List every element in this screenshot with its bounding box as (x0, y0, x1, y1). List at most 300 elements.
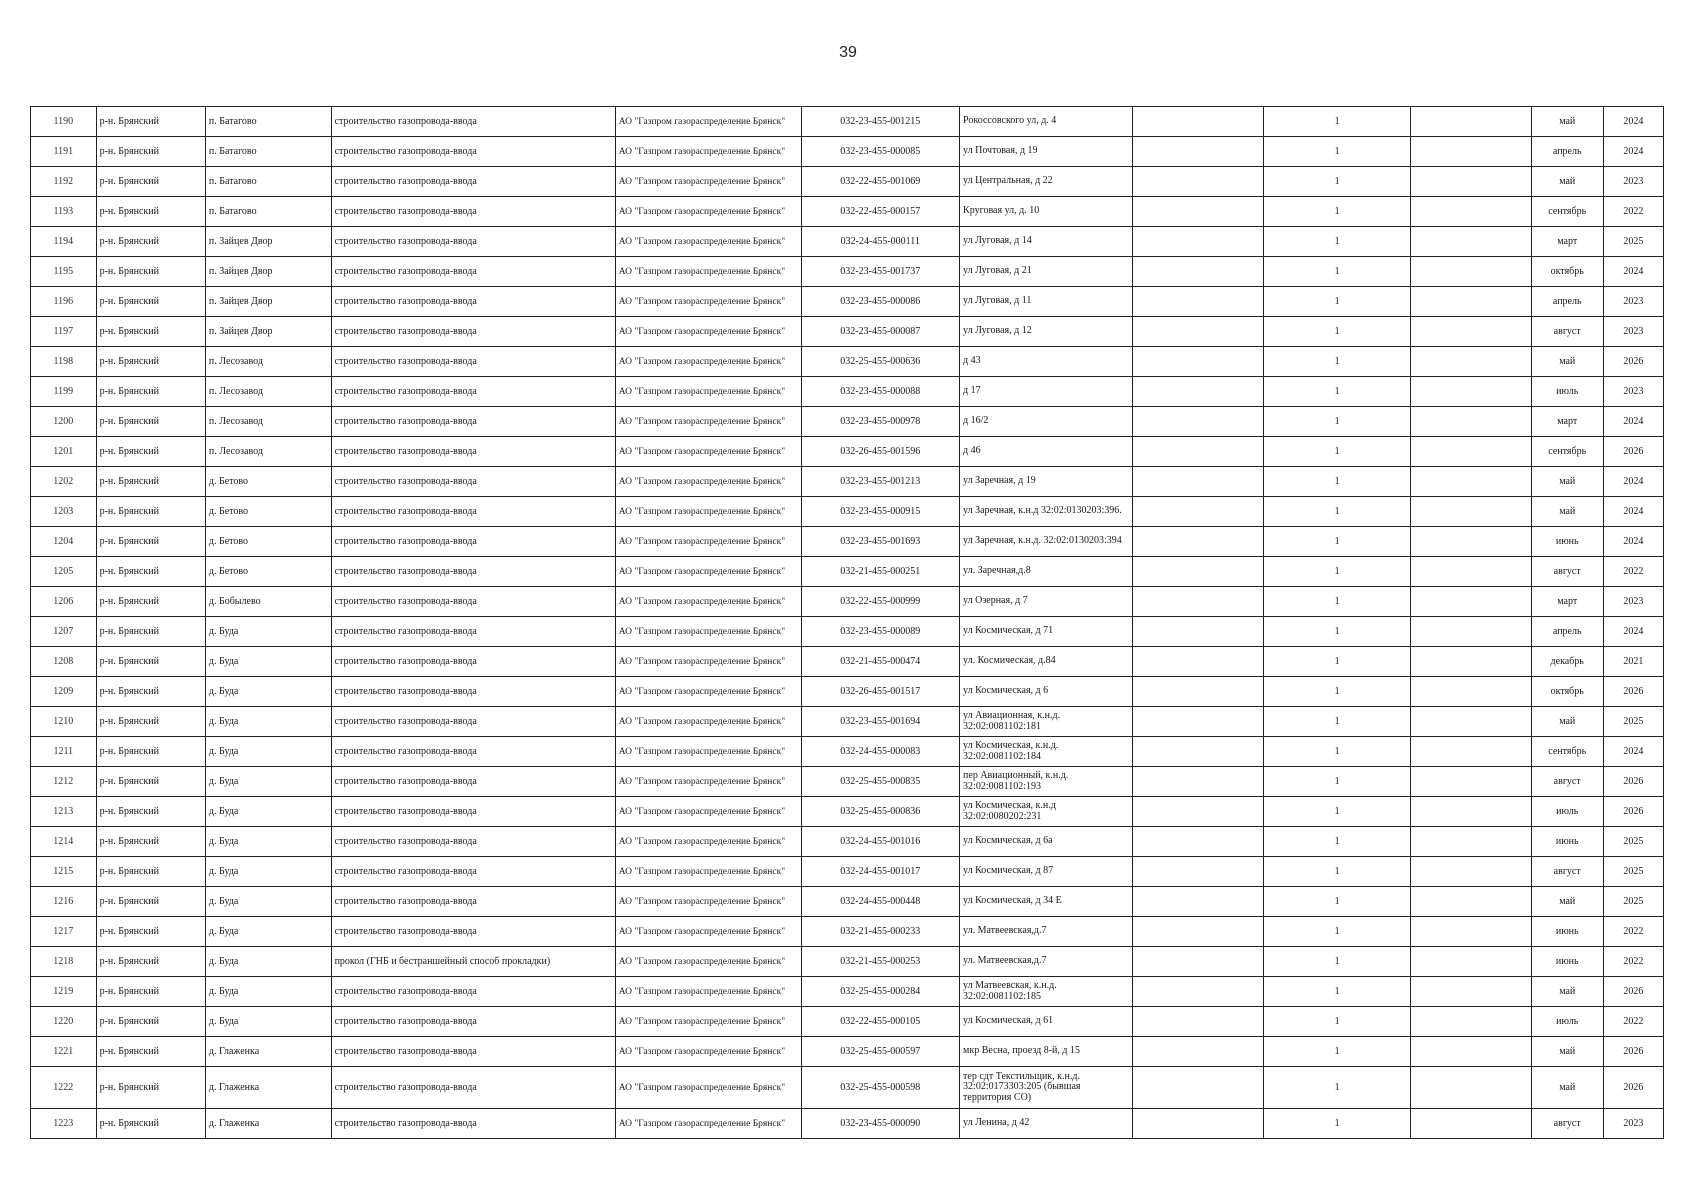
cell-quantity: 1 (1263, 497, 1411, 527)
cell-month: май (1531, 107, 1603, 137)
cell-quantity: 1 (1263, 137, 1411, 167)
cell-organization: АО "Газпром газораспределение Брянск" (615, 467, 801, 497)
cell-empty-col-a (1132, 1067, 1263, 1109)
cell-address: ул Космическая, д 6 (960, 677, 1133, 707)
cell-empty-col-b (1411, 257, 1531, 287)
cell-application-number: 032-21-455-000251 (801, 557, 959, 587)
cell-row-number: 1191 (31, 137, 97, 167)
cell-application-number: 032-25-455-000835 (801, 767, 959, 797)
cell-work-type: строительство газопровода-ввода (331, 257, 615, 287)
cell-empty-col-a (1132, 137, 1263, 167)
cell-empty-col-a (1132, 857, 1263, 887)
cell-row-number: 1200 (31, 407, 97, 437)
cell-quantity: 1 (1263, 1037, 1411, 1067)
cell-work-type: строительство газопровода-ввода (331, 857, 615, 887)
cell-organization: АО "Газпром газораспределение Брянск" (615, 197, 801, 227)
cell-empty-col-a (1132, 827, 1263, 857)
cell-application-number: 032-23-455-001694 (801, 707, 959, 737)
cell-row-number: 1195 (31, 257, 97, 287)
cell-address: ул Луговая, д 21 (960, 257, 1133, 287)
cell-month: апрель (1531, 617, 1603, 647)
cell-year: 2026 (1603, 437, 1663, 467)
cell-empty-col-b (1411, 737, 1531, 767)
cell-organization: АО "Газпром газораспределение Брянск" (615, 707, 801, 737)
cell-organization: АО "Газпром газораспределение Брянск" (615, 1007, 801, 1037)
cell-address: ул. Матвеевская,д.7 (960, 917, 1133, 947)
cell-work-type: строительство газопровода-ввода (331, 917, 615, 947)
cell-address: ул Луговая, д 11 (960, 287, 1133, 317)
table-row (31, 677, 1664, 707)
cell-application-number: 032-23-455-001215 (801, 107, 959, 137)
table-row (31, 977, 1664, 1007)
cell-row-number: 1194 (31, 227, 97, 257)
cell-district: р-н. Брянский (96, 557, 205, 587)
cell-address: д 46 (960, 437, 1133, 467)
cell-work-type: строительство газопровода-ввода (331, 317, 615, 347)
cell-address: Круговая ул, д. 10 (960, 197, 1133, 227)
cell-empty-col-a (1132, 977, 1263, 1007)
cell-empty-col-a (1132, 767, 1263, 797)
cell-year: 2024 (1603, 497, 1663, 527)
cell-work-type: строительство газопровода-ввода (331, 107, 615, 137)
cell-address: ул Заречная, к.н.д 32:02:0130203:396. (960, 497, 1133, 527)
cell-district: р-н. Брянский (96, 467, 205, 497)
cell-year: 2025 (1603, 887, 1663, 917)
cell-row-number: 1199 (31, 377, 97, 407)
cell-empty-col-a (1132, 377, 1263, 407)
cell-work-type: строительство газопровода-ввода (331, 1007, 615, 1037)
cell-row-number: 1205 (31, 557, 97, 587)
cell-year: 2023 (1603, 587, 1663, 617)
cell-empty-col-b (1411, 1109, 1531, 1139)
cell-year: 2023 (1603, 317, 1663, 347)
cell-address: ул Матвеевская, к.н.д. 32:02:0081102:185 (960, 977, 1133, 1007)
cell-organization: АО "Газпром газораспределение Брянск" (615, 377, 801, 407)
table-row (31, 1067, 1664, 1109)
cell-settlement: д. Бетово (205, 527, 331, 557)
cell-row-number: 1202 (31, 467, 97, 497)
cell-application-number: 032-23-455-000088 (801, 377, 959, 407)
cell-empty-col-b (1411, 707, 1531, 737)
cell-empty-col-a (1132, 917, 1263, 947)
cell-district: р-н. Брянский (96, 617, 205, 647)
cell-district: р-н. Брянский (96, 257, 205, 287)
cell-empty-col-a (1132, 587, 1263, 617)
cell-empty-col-a (1132, 1037, 1263, 1067)
cell-application-number: 032-22-455-000105 (801, 1007, 959, 1037)
cell-month: июль (1531, 797, 1603, 827)
cell-district: р-н. Брянский (96, 197, 205, 227)
cell-empty-col-a (1132, 227, 1263, 257)
cell-empty-col-a (1132, 1007, 1263, 1037)
cell-settlement: д. Буда (205, 1007, 331, 1037)
cell-application-number: 032-23-455-001737 (801, 257, 959, 287)
cell-organization: АО "Газпром газораспределение Брянск" (615, 347, 801, 377)
cell-work-type: строительство газопровода-ввода (331, 467, 615, 497)
cell-quantity: 1 (1263, 407, 1411, 437)
cell-month: май (1531, 347, 1603, 377)
table-row (31, 557, 1664, 587)
cell-address: ул Заречная, д 19 (960, 467, 1133, 497)
cell-empty-col-b (1411, 107, 1531, 137)
cell-settlement: д. Бетово (205, 497, 331, 527)
cell-quantity: 1 (1263, 947, 1411, 977)
cell-settlement: д. Глаженка (205, 1067, 331, 1109)
cell-quantity: 1 (1263, 1007, 1411, 1037)
cell-year: 2026 (1603, 797, 1663, 827)
cell-quantity: 1 (1263, 887, 1411, 917)
cell-settlement: п. Батагово (205, 197, 331, 227)
cell-empty-col-b (1411, 647, 1531, 677)
table-row (31, 737, 1664, 767)
cell-address: тер сдт Текстильщик, к.н.д. 32:02:0173303:205 (бывшая территория СО) (960, 1067, 1133, 1109)
cell-address: ул Авиационная, к.н.д. 32:02:0081102:181 (960, 707, 1133, 737)
cell-quantity: 1 (1263, 587, 1411, 617)
cell-address: ул Космическая, д 61 (960, 1007, 1133, 1037)
table-row (31, 857, 1664, 887)
cell-organization: АО "Газпром газораспределение Брянск" (615, 257, 801, 287)
cell-row-number: 1212 (31, 767, 97, 797)
cell-district: р-н. Брянский (96, 377, 205, 407)
cell-settlement: п. Зайцев Двор (205, 257, 331, 287)
cell-quantity: 1 (1263, 737, 1411, 767)
cell-month: апрель (1531, 137, 1603, 167)
cell-organization: АО "Газпром газораспределение Брянск" (615, 947, 801, 977)
cell-work-type: строительство газопровода-ввода (331, 407, 615, 437)
cell-year: 2026 (1603, 677, 1663, 707)
cell-settlement: п. Лесозавод (205, 407, 331, 437)
cell-year: 2024 (1603, 107, 1663, 137)
cell-month: май (1531, 467, 1603, 497)
cell-settlement: д. Бобылево (205, 587, 331, 617)
cell-quantity: 1 (1263, 1109, 1411, 1139)
cell-application-number: 032-22-455-000999 (801, 587, 959, 617)
cell-empty-col-b (1411, 407, 1531, 437)
cell-application-number: 032-25-455-000598 (801, 1067, 959, 1109)
table-row (31, 587, 1664, 617)
cell-organization: АО "Газпром газораспределение Брянск" (615, 227, 801, 257)
cell-year: 2024 (1603, 407, 1663, 437)
cell-empty-col-a (1132, 737, 1263, 767)
table-row (31, 527, 1664, 557)
cell-month: март (1531, 407, 1603, 437)
cell-empty-col-a (1132, 197, 1263, 227)
cell-empty-col-b (1411, 1007, 1531, 1037)
cell-district: р-н. Брянский (96, 407, 205, 437)
cell-month: август (1531, 317, 1603, 347)
cell-year: 2023 (1603, 167, 1663, 197)
cell-year: 2022 (1603, 557, 1663, 587)
cell-quantity: 1 (1263, 1067, 1411, 1109)
cell-month: июнь (1531, 827, 1603, 857)
table-row (31, 197, 1664, 227)
cell-district: р-н. Брянский (96, 977, 205, 1007)
cell-empty-col-a (1132, 797, 1263, 827)
cell-row-number: 1197 (31, 317, 97, 347)
cell-row-number: 1209 (31, 677, 97, 707)
table-row (31, 887, 1664, 917)
cell-month: май (1531, 1037, 1603, 1067)
table-row (31, 707, 1664, 737)
cell-row-number: 1221 (31, 1037, 97, 1067)
cell-application-number: 032-23-455-001213 (801, 467, 959, 497)
table-row (31, 167, 1664, 197)
cell-settlement: п. Зайцев Двор (205, 227, 331, 257)
cell-settlement: д. Буда (205, 797, 331, 827)
cell-settlement: п. Батагово (205, 107, 331, 137)
table-row (31, 287, 1664, 317)
cell-work-type: строительство газопровода-ввода (331, 1109, 615, 1139)
cell-application-number: 032-24-455-000083 (801, 737, 959, 767)
cell-address: ул Космическая, д 87 (960, 857, 1133, 887)
cell-empty-col-b (1411, 797, 1531, 827)
cell-work-type: строительство газопровода-ввода (331, 557, 615, 587)
cell-district: р-н. Брянский (96, 527, 205, 557)
cell-empty-col-b (1411, 617, 1531, 647)
cell-application-number: 032-21-455-000474 (801, 647, 959, 677)
cell-row-number: 1216 (31, 887, 97, 917)
cell-application-number: 032-23-455-000090 (801, 1109, 959, 1139)
table-row (31, 827, 1664, 857)
cell-quantity: 1 (1263, 317, 1411, 347)
cell-application-number: 032-22-455-000157 (801, 197, 959, 227)
cell-settlement: д. Буда (205, 677, 331, 707)
table-row (31, 467, 1664, 497)
cell-quantity: 1 (1263, 797, 1411, 827)
cell-settlement: п. Батагово (205, 137, 331, 167)
cell-work-type: строительство газопровода-ввода (331, 827, 615, 857)
cell-year: 2023 (1603, 1109, 1663, 1139)
cell-empty-col-b (1411, 377, 1531, 407)
cell-row-number: 1198 (31, 347, 97, 377)
cell-month: июнь (1531, 527, 1603, 557)
table-row (31, 617, 1664, 647)
cell-empty-col-a (1132, 1109, 1263, 1139)
cell-year: 2022 (1603, 917, 1663, 947)
cell-month: декабрь (1531, 647, 1603, 677)
cell-settlement: п. Лесозавод (205, 437, 331, 467)
cell-quantity: 1 (1263, 767, 1411, 797)
cell-row-number: 1210 (31, 707, 97, 737)
cell-district: р-н. Брянский (96, 497, 205, 527)
cell-month: июнь (1531, 947, 1603, 977)
cell-year: 2026 (1603, 767, 1663, 797)
cell-empty-col-a (1132, 347, 1263, 377)
cell-organization: АО "Газпром газораспределение Брянск" (615, 647, 801, 677)
table-body (31, 107, 1664, 1139)
cell-address: ул Центральная, д 22 (960, 167, 1133, 197)
table-row (31, 917, 1664, 947)
cell-district: р-н. Брянский (96, 227, 205, 257)
cell-work-type: строительство газопровода-ввода (331, 887, 615, 917)
cell-quantity: 1 (1263, 377, 1411, 407)
cell-quantity: 1 (1263, 227, 1411, 257)
cell-row-number: 1214 (31, 827, 97, 857)
cell-empty-col-b (1411, 977, 1531, 1007)
cell-year: 2026 (1603, 977, 1663, 1007)
cell-empty-col-a (1132, 107, 1263, 137)
cell-month: июль (1531, 377, 1603, 407)
cell-address: ул Заречная, к.н.д. 32:02:0130203:394 (960, 527, 1133, 557)
cell-application-number: 032-23-455-000089 (801, 617, 959, 647)
cell-empty-col-b (1411, 947, 1531, 977)
cell-district: р-н. Брянский (96, 677, 205, 707)
cell-address: ул. Заречная,д.8 (960, 557, 1133, 587)
cell-month: октябрь (1531, 257, 1603, 287)
cell-quantity: 1 (1263, 287, 1411, 317)
cell-district: р-н. Брянский (96, 707, 205, 737)
cell-organization: АО "Газпром газораспределение Брянск" (615, 317, 801, 347)
cell-row-number: 1196 (31, 287, 97, 317)
cell-work-type: строительство газопровода-ввода (331, 677, 615, 707)
cell-work-type: строительство газопровода-ввода (331, 977, 615, 1007)
cell-month: август (1531, 767, 1603, 797)
table-row (31, 767, 1664, 797)
cell-year: 2024 (1603, 257, 1663, 287)
cell-organization: АО "Газпром газораспределение Брянск" (615, 407, 801, 437)
cell-empty-col-a (1132, 947, 1263, 977)
cell-year: 2025 (1603, 827, 1663, 857)
cell-district: р-н. Брянский (96, 827, 205, 857)
cell-organization: АО "Газпром газораспределение Брянск" (615, 437, 801, 467)
cell-month: август (1531, 1109, 1603, 1139)
cell-settlement: д. Буда (205, 707, 331, 737)
cell-quantity: 1 (1263, 467, 1411, 497)
cell-year: 2022 (1603, 947, 1663, 977)
cell-district: р-н. Брянский (96, 1037, 205, 1067)
cell-district: р-н. Брянский (96, 917, 205, 947)
cell-work-type: строительство газопровода-ввода (331, 617, 615, 647)
cell-empty-col-b (1411, 347, 1531, 377)
cell-empty-col-a (1132, 407, 1263, 437)
cell-empty-col-a (1132, 617, 1263, 647)
cell-quantity: 1 (1263, 197, 1411, 227)
cell-application-number: 032-25-455-000284 (801, 977, 959, 1007)
cell-settlement: д. Буда (205, 857, 331, 887)
cell-month: март (1531, 587, 1603, 617)
cell-empty-col-b (1411, 197, 1531, 227)
cell-empty-col-b (1411, 557, 1531, 587)
cell-work-type: строительство газопровода-ввода (331, 287, 615, 317)
cell-application-number: 032-23-455-001693 (801, 527, 959, 557)
cell-district: р-н. Брянский (96, 647, 205, 677)
cell-year: 2022 (1603, 197, 1663, 227)
cell-row-number: 1213 (31, 797, 97, 827)
cell-settlement: д. Буда (205, 887, 331, 917)
cell-quantity: 1 (1263, 527, 1411, 557)
cell-work-type: строительство газопровода-ввода (331, 227, 615, 257)
cell-organization: АО "Газпром газораспределение Брянск" (615, 797, 801, 827)
cell-organization: АО "Газпром газораспределение Брянск" (615, 167, 801, 197)
cell-empty-col-b (1411, 467, 1531, 497)
table-row (31, 407, 1664, 437)
cell-row-number: 1217 (31, 917, 97, 947)
cell-application-number: 032-21-455-000253 (801, 947, 959, 977)
cell-settlement: д. Буда (205, 617, 331, 647)
cell-empty-col-a (1132, 527, 1263, 557)
cell-organization: АО "Газпром газораспределение Брянск" (615, 827, 801, 857)
cell-month: май (1531, 977, 1603, 1007)
cell-empty-col-a (1132, 287, 1263, 317)
cell-settlement: п. Батагово (205, 167, 331, 197)
cell-row-number: 1215 (31, 857, 97, 887)
cell-work-type: прокол (ГНБ и бестраншейный способ прокладки) (331, 947, 615, 977)
cell-empty-col-b (1411, 497, 1531, 527)
cell-month: июнь (1531, 917, 1603, 947)
cell-settlement: д. Глаженка (205, 1037, 331, 1067)
cell-year: 2025 (1603, 707, 1663, 737)
cell-district: р-н. Брянский (96, 737, 205, 767)
cell-application-number: 032-21-455-000233 (801, 917, 959, 947)
table-row (31, 347, 1664, 377)
cell-month: сентябрь (1531, 437, 1603, 467)
cell-work-type: строительство газопровода-ввода (331, 1067, 615, 1109)
cell-application-number: 032-23-455-000978 (801, 407, 959, 437)
cell-empty-col-a (1132, 257, 1263, 287)
cell-settlement: д. Буда (205, 647, 331, 677)
cell-row-number: 1220 (31, 1007, 97, 1037)
cell-settlement: п. Зайцев Двор (205, 317, 331, 347)
cell-quantity: 1 (1263, 707, 1411, 737)
cell-month: май (1531, 167, 1603, 197)
table-row (31, 137, 1664, 167)
cell-row-number: 1222 (31, 1067, 97, 1109)
cell-work-type: строительство газопровода-ввода (331, 527, 615, 557)
cell-month: май (1531, 1067, 1603, 1109)
cell-year: 2024 (1603, 617, 1663, 647)
cell-district: р-н. Брянский (96, 347, 205, 377)
cell-empty-col-b (1411, 437, 1531, 467)
cell-district: р-н. Брянский (96, 167, 205, 197)
cell-district: р-н. Брянский (96, 137, 205, 167)
cell-address: Рокоссовского ул, д. 4 (960, 107, 1133, 137)
cell-application-number: 032-23-455-000915 (801, 497, 959, 527)
cell-empty-col-b (1411, 227, 1531, 257)
cell-organization: АО "Газпром газораспределение Брянск" (615, 527, 801, 557)
cell-month: апрель (1531, 287, 1603, 317)
cell-month: октябрь (1531, 677, 1603, 707)
cell-application-number: 032-23-455-000086 (801, 287, 959, 317)
cell-district: р-н. Брянский (96, 1007, 205, 1037)
cell-month: сентябрь (1531, 197, 1603, 227)
cell-empty-col-a (1132, 557, 1263, 587)
cell-month: май (1531, 497, 1603, 527)
cell-address: мкр Весна, проезд 8-й, д 15 (960, 1037, 1133, 1067)
cell-organization: АО "Газпром газораспределение Брянск" (615, 497, 801, 527)
cell-empty-col-b (1411, 587, 1531, 617)
cell-organization: АО "Газпром газораспределение Брянск" (615, 617, 801, 647)
cell-district: р-н. Брянский (96, 857, 205, 887)
cell-organization: АО "Газпром газораспределение Брянск" (615, 1037, 801, 1067)
cell-address: ул Космическая, к.н.д. 32:02:0081102:184 (960, 737, 1133, 767)
cell-year: 2022 (1603, 1007, 1663, 1037)
cell-work-type: строительство газопровода-ввода (331, 737, 615, 767)
cell-row-number: 1223 (31, 1109, 97, 1139)
cell-row-number: 1218 (31, 947, 97, 977)
cell-district: р-н. Брянский (96, 947, 205, 977)
cell-work-type: строительство газопровода-ввода (331, 377, 615, 407)
cell-address: ул Космическая, к.н.д 32:02:0080202:231 (960, 797, 1133, 827)
cell-quantity: 1 (1263, 557, 1411, 587)
cell-row-number: 1207 (31, 617, 97, 647)
cell-organization: АО "Газпром газораспределение Брянск" (615, 887, 801, 917)
table-row (31, 1037, 1664, 1067)
cell-settlement: д. Бетово (205, 467, 331, 497)
cell-organization: АО "Газпром газораспределение Брянск" (615, 1109, 801, 1139)
cell-work-type: строительство газопровода-ввода (331, 167, 615, 197)
cell-organization: АО "Газпром газораспределение Брянск" (615, 137, 801, 167)
cell-district: р-н. Брянский (96, 107, 205, 137)
